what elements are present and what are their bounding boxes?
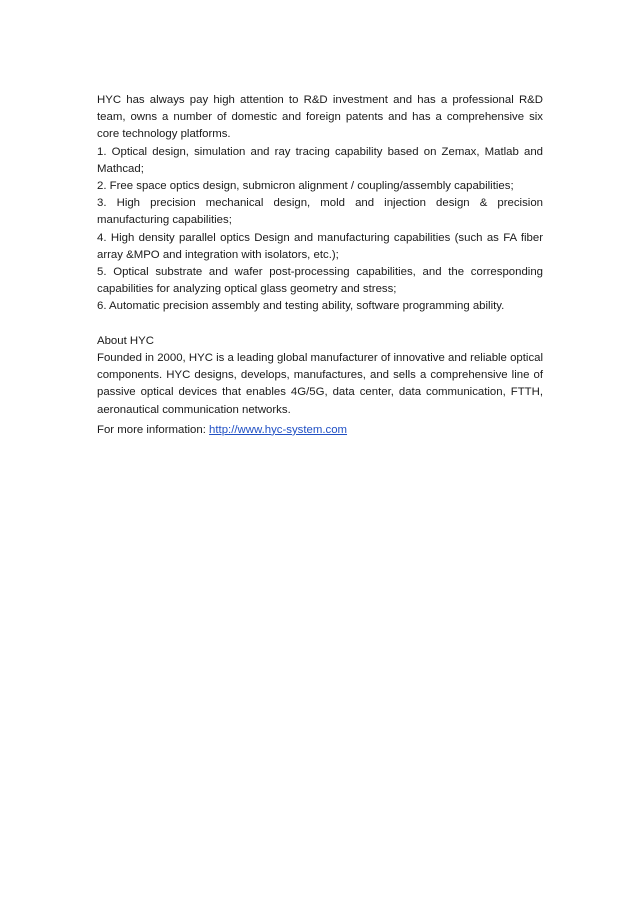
about-heading: About HYC — [97, 334, 154, 347]
capability-item-5: 5. Optical substrate and wafer post-processing capabilities, and the corresponding capabilities for analyzing optical glass geometry and stress; — [97, 266, 543, 296]
more-info-label: For more information: — [97, 423, 210, 436]
website-link[interactable]: http://www.hyc-system.com — [209, 423, 348, 436]
section-spacer — [97, 316, 543, 333]
capability-item-2: 2. Free space optics design, submicron alignment / coupling/assembly capabilities; — [97, 180, 514, 193]
capability-item-3: 3. High precision mechanical design, mold and injection design & precision manufacturing capabilities; — [97, 197, 543, 227]
intro-paragraph: HYC has always pay high attention to R&D investment and has a professional R&D team, owns a number of domestic and foreign patents and has a comprehensive six core technology platforms. — [97, 94, 543, 141]
capability-item-6: 6. Automatic precision assembly and testing ability, software programming ability. — [97, 300, 505, 313]
capability-item-4: 4. High density parallel optics Design and manufacturing capabilities (such as FA fiber array &MPO and integration with isolators, etc.); — [97, 231, 543, 261]
more-info-line — [97, 422, 543, 439]
document-page — [97, 92, 543, 439]
capability-item-1: 1. Optical design, simulation and ray tracing capability based on Zemax, Matlab and Mathcad; — [97, 145, 543, 175]
about-paragraph: Founded in 2000, HYC is a leading global manufacturer of innovative and reliable optical components. HYC designs, develops, manufactures, and sells a comprehensive line of passive optical devices that enables 4G/5G, data center, data communication, FTTH, aeronautical communication networks. — [97, 352, 543, 416]
